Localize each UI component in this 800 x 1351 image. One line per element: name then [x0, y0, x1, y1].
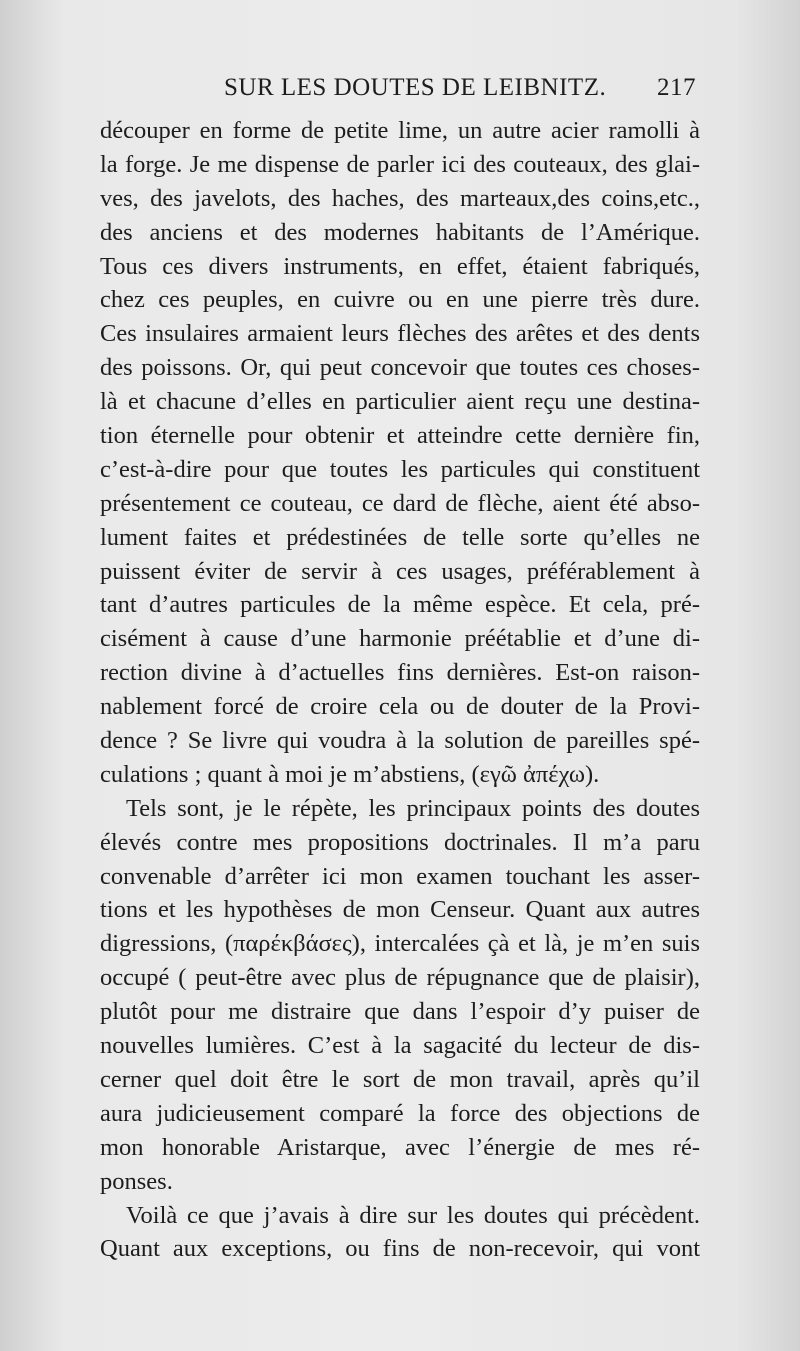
text-line: nouvelles lumières. C’est à la sagacité du lecteur de dis- [100, 1032, 700, 1060]
text-line: élevés contre mes propositions doctrinales. Il m’a paru [100, 828, 700, 856]
text-line: tion éternelle pour obtenir et atteindre cette dernière fin, [100, 422, 700, 450]
text-line: convenable d’arrêter ici mon examen touchant les asser- [100, 862, 700, 890]
text-line: présentement ce couteau, ce dard de flèche, aient été abso- [100, 489, 700, 517]
text-line: tions et les hypothèses de mon Censeur. Quant aux autres [100, 896, 700, 924]
text-line: des poissons. Or, qui peut concevoir que toutes ces choses- [100, 354, 700, 382]
text-line: Ces insulaires armaient leurs flèches des arêtes et des dents [100, 320, 700, 348]
text-line: rection divine à d’actuelles fins dernières. Est-on raison- [100, 659, 700, 687]
text-line: culations ; quant à moi je m’abstiens, (εγῶ ἀπέχω). [100, 760, 600, 788]
text-line: ves, des javelots, des haches, des marteaux,des coins,etc., [100, 184, 700, 212]
text-line: chez ces peuples, en cuivre ou en une pierre très dure. [100, 286, 700, 314]
text-line: plutôt pour me distraire que dans l’espoir d’y puiser de [100, 998, 700, 1026]
text-line: occupé ( peut-être avec plus de répugnance que de plaisir), [100, 964, 700, 992]
page-number: 217 [657, 74, 696, 101]
text-line: tant d’autres particules de la même espèce. Et cela, pré- [100, 591, 700, 619]
text-line: cisément à cause d’une harmonie préétablie et d’une di- [100, 625, 700, 653]
text-line: dence ? Se livre qui voudra à la solution de pareilles spé- [100, 727, 700, 755]
text-line: lument faites et prédestinées de telle sorte qu’elles ne [100, 523, 700, 551]
page-header [100, 74, 700, 108]
text-line: mon honorable Aristarque, avec l’énergie de mes ré- [100, 1133, 700, 1161]
text-line: digressions, (παρέκβάσες), intercalées çà et là, je m’en suis [100, 930, 700, 958]
text-line: Quant aux exceptions, ou fins de non-recevoir, qui vont [100, 1235, 700, 1263]
text-line: cerner quel doit être le sort de mon travail, après qu’il [100, 1065, 700, 1093]
text-line: Tels sont, je le répète, les principaux points des doutes [126, 794, 700, 822]
text-line: aura judicieusement comparé la force des objections de [100, 1099, 700, 1127]
running-title: SUR LES DOUTES DE LEIBNITZ. [224, 74, 607, 101]
text-line: ponses. [100, 1167, 173, 1195]
body-text [100, 114, 700, 1266]
text-line: là et chacune d’elles en particulier aient reçu une destina- [100, 388, 700, 416]
text-line: puissent éviter de servir à ces usages, préférablement à [100, 557, 700, 585]
text-line: découper en forme de petite lime, un autre acier ramolli à [100, 117, 700, 144]
text-line: Voilà ce que j’avais à dire sur les doutes qui précèdent. [126, 1201, 700, 1229]
text-line: c’est-à-dire pour que toutes les particules qui constituent [100, 455, 700, 483]
text-line: la forge. Je me dispense de parler ici des couteaux, des glai- [100, 150, 700, 178]
text-line: nablement forcé de croire cela ou de douter de la Provi- [100, 693, 700, 721]
text-line: des anciens et des modernes habitants de l’Amérique. [100, 218, 700, 246]
text-line: Tous ces divers instruments, en effet, étaient fabriqués, [100, 252, 700, 280]
